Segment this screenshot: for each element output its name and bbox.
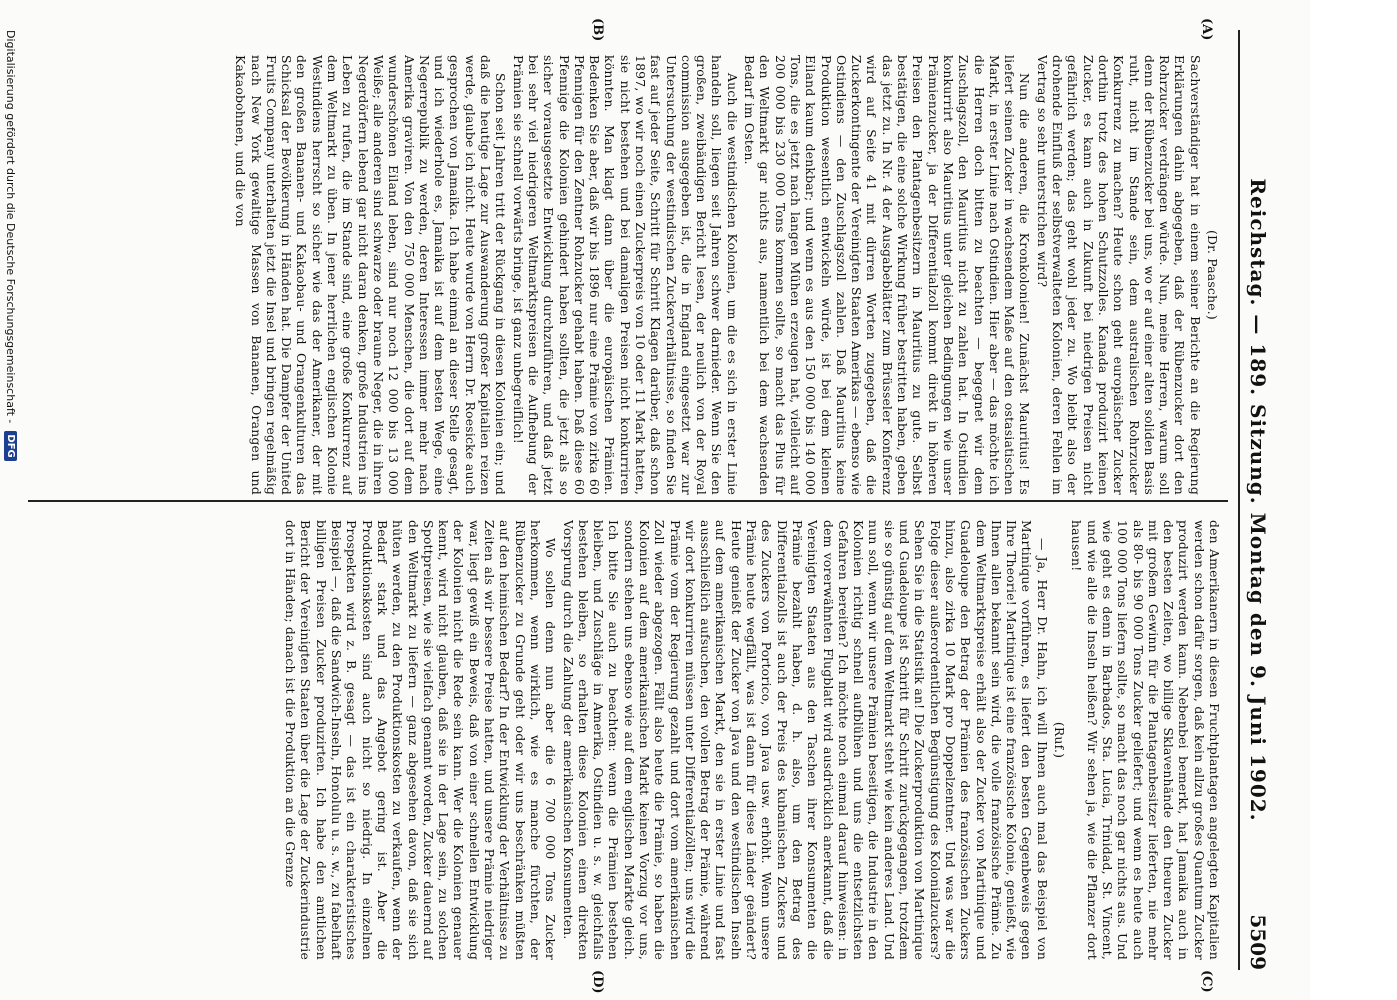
paragraph: — Ja, Herr Dr. Hahn, ich will Ihnen auch mal das Beispiel von Martinique vorführen, es liefert den besten Gegenbeweis gegen Ihre Theorie! Martinique ist eine französische Kolonie, genießt, wie Ihnen allen bekannt sein wird, die volle französische Prämie. Zu dem Weltmarktspreise erhält also der Zucker von Martinique und Guadeloupe den Betrag der Prämien des französischen Zuckers hinzu, also zirka 10 Mark pro Doppelzentner. Und was war die Folge dieser außerordentlichen Begünstigung des Kolonialzuckers? Sehen Sie in die Statistik an! Die Zuckerproduktion von Martinique und Guadeloupe ist Schritt für Schritt zurückgegangen, trotzdem sie so günstig auf dem Weltmarkt steht wie kein anderes Land. Und nun soll, wenn wir unsere Prämien beseitigen, die Industrie in den Kolonien richtig schnell aufblühen und uns die entsetzlichsten Gefahren bereiten? Ich möchte noch einmal darauf hinweisen: in dem vorerwähnten Flugblatt wird ausdrücklich anerkannt, daß die Vereinigten Staaten aus den Taschen ihrer Konsumenten die Prämie bezahlt haben, d. h. also, um den Betrag des Differentialzolls ist auch der Preis des kubanischen Zuckers und des Zuckers von Portorico, von Java usw. erhöht. Wenn unsere Prämie heute wegfällt, was ist dann für diese Länder geändert? Heute genießt der Zucker von Java und den westindischen Inseln auf dem amerikanischen Markt, den sie in erster Linie und fast ausschließlich aufsuchen, den vollen Betrag der Prämie, während wir dort konkurriren müssen unter Differentialzöllen; uns wird die Prämie vom der Regierung gezahlt und dort vom amerikanischen Zoll wieder abgezogen. Fällt also heute die Prämie, so haben die Kolonien auf dem amerikanischen Markt keinen Vorzug vor uns, sondern stehen uns ebenso wie auf dem englischen Markte gleich. Ich bitte Sie auch zu beachten: wenn die Prämien bestehen bleiben, und Zuschläge in Amerika, Ostindien u. s. w. gleichfalls bestehen bleiben, so erhalten diese Kolonien einen direkten Vorsprung durch die Zahlung der amerikanischen Konsumenten.	[560, 520, 1050, 960]
credit-text: Digitalisierung gefördert durch die Deutsche Forschungsgemeinschaft -	[4, 30, 18, 424]
page-header	[1238, 30, 1282, 970]
speaker-label: (Dr. Paasche.)	[1205, 230, 1220, 320]
margin-marker-a: (A)	[1199, 18, 1214, 41]
margin-marker-c: (C)	[1199, 970, 1214, 993]
paragraph: Schon seit Jahren tritt der Rückgang in diesen Kolonien ein; und daß die heutige Lage zur Auswanderung großer Kapitalien reizen werde, glaube ich nicht. Heute wurde von Herrn Dr. Roesicke auch gesprochen von Jamaika. Ich habe einmal an dieser Stelle gesagt, und ich wiederhole es, Jamaika ist auf dem besten Wege, eine Negerrepublik zu werden, deren Interessen immer mehr nach Amerika graviren. Von den 750 000 Menschen, die dort auf dem wunderschönen Eiland leben, sind nur noch 12 000 bis 13 000 Weiße; alle anderen sind schwarze oder braune Neger, die in ihren Negerdörfern lebend gar nicht daran denken, große Industrien ins Leben zu rufen, die im Stande sind, eine große Konkurrenz auf dem Weltmarkt zu üben. In jener herrlichen englischen Kolonie Westindiens herrscht so sicher wie das der Amerikaner, der mit den großen Bananen- und Kakaobau- und Orangenkulturen das Schicksal der Bevölkerung in Händen hat. Die Dampfer der United Fruits Company unterhalten jetzt die Insel und bringen regelmäßig nach New York gewaltige Massen von Bananen, Orangen und Kakaobohnen, und die von	[233, 55, 509, 495]
dfg-logo: DFG	[5, 431, 18, 460]
paragraph: Auch die westindischen Kolonien, um die es sich in erster Linie handeln soll, liegen seit Jahren schwer darnieder. Wenn Sie den großen, zweibändigen Bericht lesen, der neulich von der Royal commission ausgegeben ist, die in England eingesetzt war zur Untersuchung der westindischen Zuckerverhältnisse, so finden Sie fast auf jeder Seite, Schritt für Schritt Klagen darüber, daß schon 1897, wo wir noch einen Zuckerpreis von 10 oder 11 Mark hatten, sie nicht bestehen und bei damaligen Preisen nicht konkurriren könnten. Man klagt dann über die europäischen Prämien. Bedenken Sie aber, daß wir bis 1896 nur eine Prämie von zirka 60 Pfennigen für den Zentner Rohzucker gehabt haben. Daß diese 60 Pfennige die Kolonien gehindert haben sollten, die jetzt als so sicher vorausgesetzte Entwicklung durchzuführen, und daß jetzt bei sehr viel niedrigeren Weltmarktspreisen die Aufhebung der Prämien sie schnell vorwärts bringe, ist ganz unbegreiflich!	[510, 55, 740, 495]
margin-marker-b: (B)	[590, 18, 605, 42]
interjection: (Ruf.)	[1052, 721, 1068, 759]
digitization-credit	[0, 30, 22, 970]
paragraph: den Amerikanern in diesen Fruchtplantagen angelegten Kapitalien werden schon dafür sorgen, daß kein allzu großes Quantum Zucker produzirt werden kann. Nebenbei bemerkt, hat Jamaika auch in den besten Zeiten, wo billige Sklavenhände den theuren Zucker mit großem Gewinn für die Plantagenbesitzer lieferten, nie mehr als 80- bis 90 000 Tons Zucker geliefert; und wenn es heute auch 100 000 Tons liefern sollte, so macht das noch gar nichts aus. Und wie geht es denn in Barbados, Sta. Lucia, Trinidad, St. Vincent, und wie alle die Inseln heißen? Wir sehen ja, wie die Pflanzer dort hausen!	[1069, 520, 1222, 960]
right-column	[32, 520, 1222, 960]
page-title: Reichstag. — 189. Sitzung. Montag den 9. Juni 1902.	[1246, 178, 1270, 822]
paragraph: Nun die anderen, die Kronkolonien! Zunächst Mauritius! Es liefert seinen Zucker in wachsendem Maße auf den ostasiatischen Markt, in erster Linie nach Ostindien. Hier aber — das möchte ich die Herren doch bitten zu beachten — begegnet wir dem Zuschlagszoll, den Mauritius nicht zu zahlen hat. In Ostindien konkurrirt also Mauritius unter gleichen Bedingungen wie unser Prämienzucker, ja der Differentialzoll kommt direkt in höheren Preisen den Plantagenbesitzern in Mauritius zu gute. Selbst bestätigen, die eine solche Wirkung früher bestritten haben, geben das jetzt zu. In Nr. 4 der Ausgabeblätter zum Brüsseler Konferenz wird auf Seite 41 mit dürren Worten zugegeben, daß die Zuckerkontingente der Vereinigten Staaten Amerikas — ebenso wie Ostindiens — den Zuschlagszoll zahlen. Daß Mauritius keine Produktion wesentlich entwickeln würde, ist bei dem kleinen Eiland kaum denkbar; und wenn es aus den 150 000 bis 140 000 Tons, die es jetzt nach langen Mühen erzeugen hat, vielleicht auf 200 000 bis 230 000 Tons kommen sollte, so macht das Plus für den Weltmarkt gar nichts aus, namentlich bei dem wachsenden Bedarf im Osten.	[742, 55, 1033, 495]
column-divider	[28, 500, 1228, 502]
page-number: 5509	[1246, 914, 1270, 970]
paragraph: Wo sollen denn nun aber die 6 700 000 Tons Zucker herkommen, wenn wirklich, wie es manche fürchten, der Rübenzucker zu Grunde geht oder wir uns beschränken müßten auf den heimischen Bedarf? In der Entwicklung der Verhältnisse zu Zeiten als wir bessere Preise hatten, und unsere Prämie niedriger war, liegt gewiß ein Beweis, daß von einer schnellen Entwicklung der Kolonien nicht die Rede sein kann. Wer die Kolonien genauer kennt, wird nicht glauben, daß sie in der Lage sein, zu solchen Spottpreisen, wie sie vielfach genannt worden, Zucker dauernd auf den Weltmarkt zu liefern — ganz abgesehen davon, daß sie sich hüten werden, zu den Produktionskosten zu verkaufen, wenn der Bedarf stark und das Angebot gering ist. Aber die Produktionskosten sind auch nicht so niedrig. In einzelnen Prospekten wird z. B. gesagt — das ist ein charakteristisches Beispiel —, daß die Sandwich-Inseln, Honolulu u. s. w., zu fabelhaft billigen Preisen Zucker produzirten. Ich habe den amtlichen Bericht der Vereinigten Staaten über die Lage der Zuckerindustrie dort in Händen; danach ist die Produktion an die Grenze	[283, 520, 559, 960]
left-column	[32, 55, 1222, 495]
margin-marker-d: (D)	[590, 970, 605, 994]
paragraph: Sachverständiger hat in einem seiner Berichte an die Regierung Erklärungen dahin abgegeben, daß der Rübenzucker dort den Rohrzucker verdrängen würde. Nun, meine Herren, warum soll denn der Rübenzucker bei uns, wo er auf einer alten soliden Basis ruht, nicht im Stande sein, dem australischen Rohrzucker Konkurrenz zu machen? Heute schon geht europäischer Zucker dorthin trotz des hohen Schutzzolles. Kanada produzirt keinen Zucker, es kann auch in Zukunft bei niedrigen Preisen nicht gefährlich werden; das geht wohl jeder zu. Wo bleibt also der drohende Einfluß der selbstverwalteten Kolonien, deren Fehlen im Vertrag so sehr unterstrichen wird?	[1034, 55, 1203, 495]
